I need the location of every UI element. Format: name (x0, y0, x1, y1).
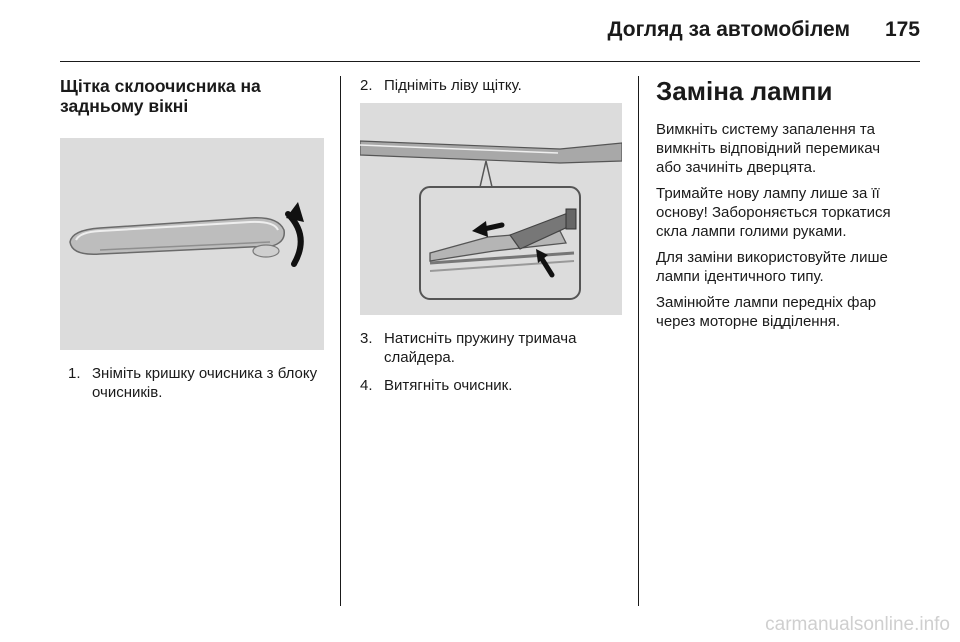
page-header-title: Догляд за автомобілем (607, 18, 850, 41)
wiper-blade-release-drawing (360, 103, 622, 315)
paragraph (656, 184, 918, 241)
paragraph-line: Замінюйте лампи передніх фар (656, 294, 877, 311)
column-2 (360, 76, 622, 404)
column-divider-right (638, 76, 639, 606)
section-heading-rear-wiper (60, 76, 324, 116)
list-item (360, 76, 622, 95)
step-number: 3. (360, 330, 373, 347)
step-list-1 (60, 364, 324, 402)
header-rule (60, 61, 920, 62)
rear-wiper-cap-drawing (60, 138, 324, 350)
section-heading-lamp-replacement: Заміна лампи (656, 76, 833, 106)
step-text: Зніміть кришку очисника з блоку (92, 365, 318, 382)
step-list-2 (360, 76, 622, 95)
paragraph-line: лампи ідентичного типу. (656, 268, 824, 285)
step-text: Підніміть ліву щітку. (384, 77, 522, 94)
step-text: слайдера. (384, 349, 455, 366)
illustration-rear-wiper-cap (60, 138, 324, 350)
column-3 (656, 76, 918, 338)
step-list-3 (360, 329, 622, 395)
step-number: 4. (360, 377, 373, 394)
paragraph-line: Тримайте нову лампу лише за її (656, 185, 880, 202)
list-item (68, 364, 324, 402)
paragraph-line: скла лампи голими руками. (656, 223, 847, 240)
page-number: 175 (884, 18, 920, 41)
paragraph-line: Для заміни використовуйте лише (656, 249, 888, 266)
step-number: 1. (68, 365, 81, 382)
heading-line: Щітка склоочисника на (60, 76, 261, 96)
paragraph (656, 248, 918, 286)
paragraph (656, 293, 918, 331)
step-text: очисників. (92, 384, 163, 401)
watermark: carmanualsonline.info (765, 614, 950, 635)
column-1 (60, 76, 324, 411)
step-text: Витягніть очисник. (384, 377, 513, 394)
list-item (360, 329, 622, 367)
heading-line: задньому вікні (60, 96, 189, 116)
step-text: Натисніть пружину тримача (384, 330, 577, 347)
column-divider-left (340, 76, 341, 606)
paragraph-line: основу! Забороняється торкатися (656, 204, 891, 221)
paragraph-line: вимкніть відповідний перемикач (656, 140, 881, 157)
paragraph (656, 120, 918, 177)
illustration-wiper-blade-release (360, 103, 622, 315)
list-item (360, 376, 622, 395)
step-number: 2. (360, 77, 373, 94)
paragraph-line: через моторне відділення. (656, 313, 841, 330)
paragraph-line: Вимкніть систему запалення та (656, 121, 875, 138)
paragraph-line: або зачиніть дверцята. (656, 159, 817, 176)
